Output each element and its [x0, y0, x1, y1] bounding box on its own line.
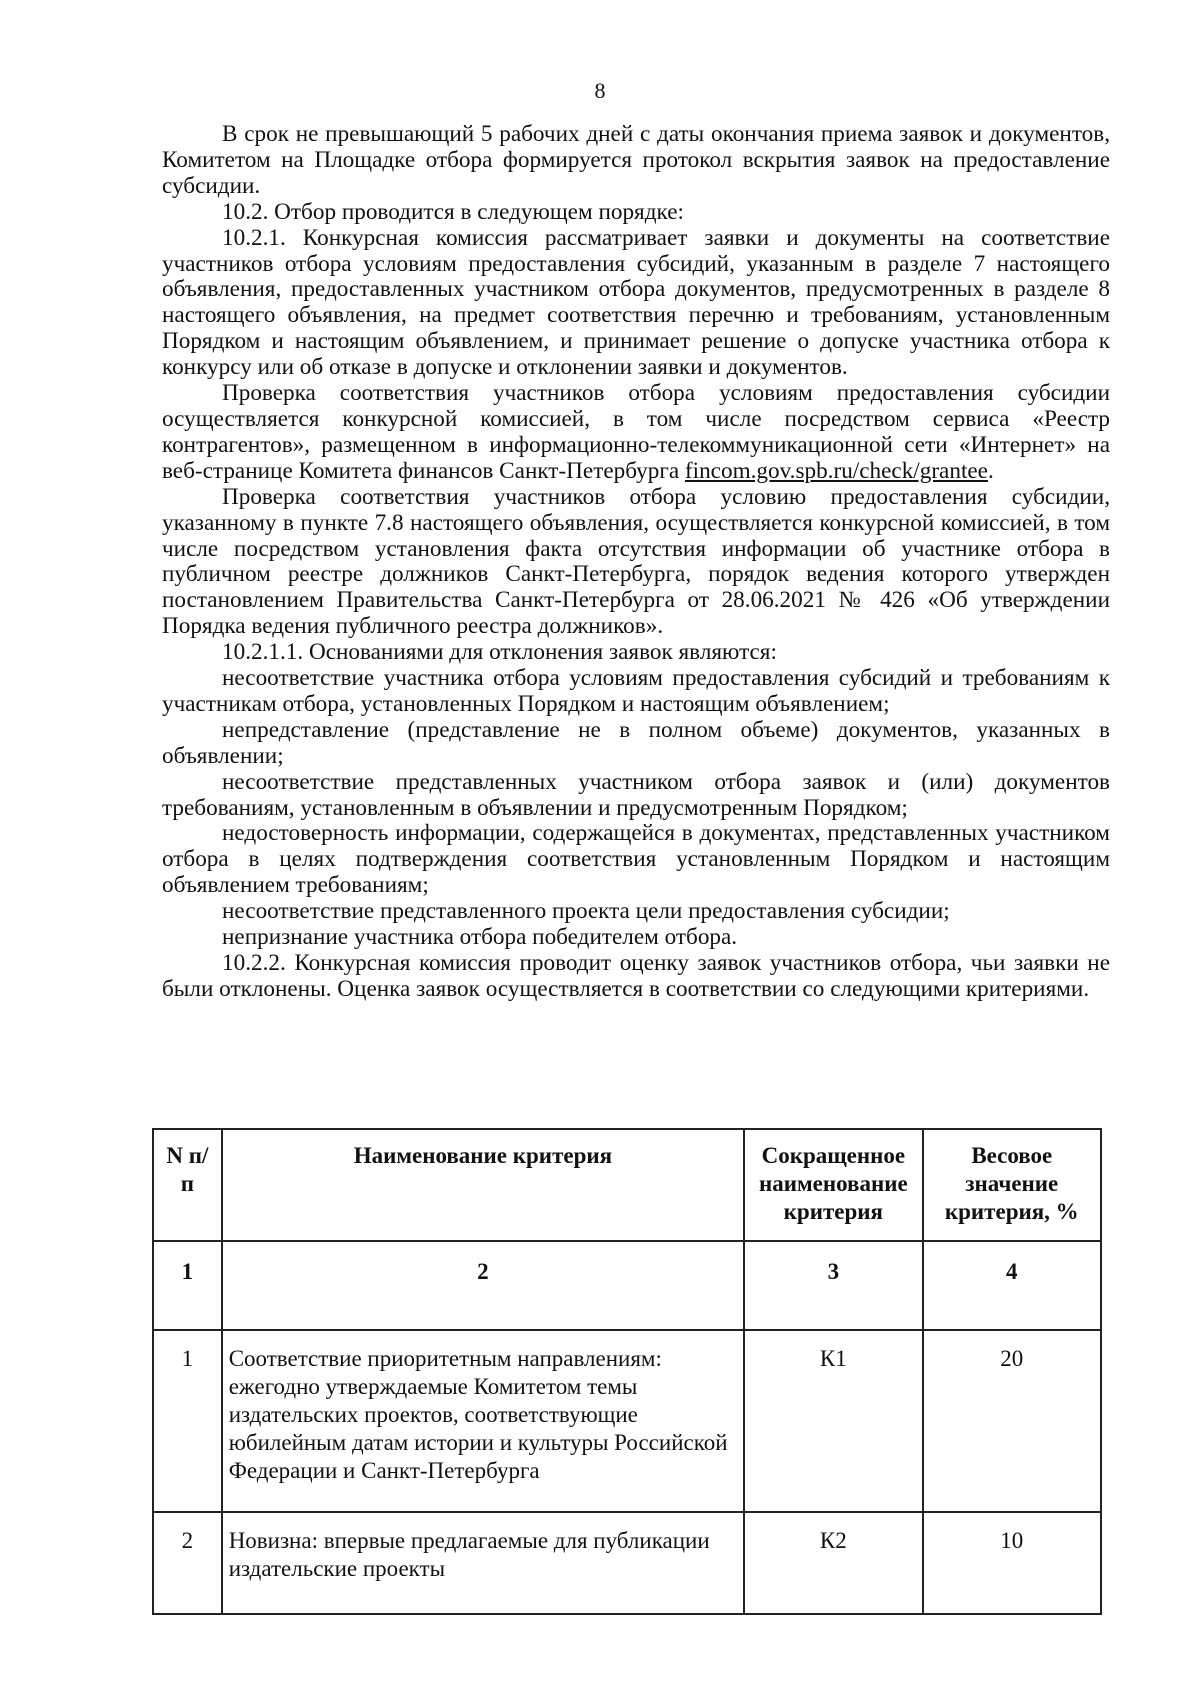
paragraph-text: Проверка соответствия участников отбора условиям предоставления субсидии осуществляется конкурсной комиссией, в том числе посредством сервиса «Реестр контрагентов», размещенном в информационно-телекоммуникационной сети «Интернет» на веб-странице Комитета финансов Санкт-Петербурга [162, 380, 1110, 484]
header-criterion-name: Наименование критерия [222, 1129, 744, 1241]
header-short-name: Сокращенное наименование критерия [744, 1129, 923, 1241]
rejection-ground: непризнание участника отбора победителем отбора. [222, 924, 738, 951]
registry-link[interactable]: fincom.gov.spb.ru/check/grantee [684, 457, 988, 484]
paragraph: 10.2. Отбор проводится в следующем порядке: [222, 198, 684, 225]
paragraph: 10.2.1. Конкурсная комиссия рассматривает заявки и документы на соответствие участников отбора условиям предоставления субсидий, указанным в разделе 7 настоящего объявления, предоставленных участником отбора документов, предусмотренных в разделе 8 настоящего объявления, на предмет соответствия перечню и требованиям, установленным Порядком и настоящим объявлением, и принимает решение о допуске участника отбора к конкурсу или об отказе в допуске и отклонении заявки и документов. [162, 224, 1110, 381]
header-number: N п/п [153, 1129, 222, 1241]
row-number: 2 [153, 1512, 222, 1614]
table-header-row [153, 1129, 1101, 1241]
criterion-weight: 20 [923, 1330, 1101, 1512]
paragraph: 10.2.1.1. Основаниями для отклонения заявок являются: [222, 639, 777, 666]
table-row [153, 1330, 1101, 1512]
paragraph: 10.2.2. Конкурсная комиссия проводит оценку заявок участников отбора, чьи заявки не были отклонены. Оценка заявок осуществляется в соответствии со следующими критериями. [162, 950, 1110, 1002]
paragraph-with-link [162, 381, 1110, 485]
table-row [153, 1512, 1101, 1614]
document-body [162, 122, 1110, 1003]
column-number: 2 [222, 1241, 744, 1330]
header-weight: Весовое значение критерия, % [923, 1129, 1101, 1241]
rejection-ground: несоответствие участника отбора условиям предоставления субсидий и требованиям к участникам отбора, установленных Порядком и настоящим объявлением; [162, 665, 1110, 717]
paragraph: Проверка соответствия участников отбора условию предоставления субсидии, указанному в пункте 7.8 настоящего объявления, осуществляется конкурсной комиссией, в том числе посредством установления факта отсутствия информации об участнике отбора в публичном реестре должников Санкт-Петербурга, порядок ведения которого утвержден постановлением Правительства Санкт-Петербурга от 28.06.2021 № 426 «Об утверждении Порядка ведения публичного реестра должников». [162, 483, 1110, 640]
paragraph: В срок не превышающий 5 рабочих дней с даты окончания приема заявок и документов, Комитетом на Площадке отбора формируется протокол вскрытия заявок на предоставление субсидии. [162, 121, 1110, 199]
row-number: 1 [153, 1330, 222, 1512]
column-number: 4 [923, 1241, 1101, 1330]
link-suffix: . [987, 457, 994, 484]
column-number: 1 [153, 1241, 222, 1330]
column-numbering-row [153, 1241, 1101, 1330]
rejection-ground: недостоверность информации, содержащейся в документах, представленных участником отбора в целях подтверждения соответствия установленным Порядком и настоящим объявлением требованиям; [162, 820, 1110, 899]
rejection-ground: непредставление (представление не в полном объеме) документов, указанных в объявлении; [162, 716, 1110, 769]
criterion-short-name: К1 [744, 1330, 923, 1512]
criterion-name: Соответствие приоритетным направлениям: ежегодно утверждаемые Комитетом темы издательских проектов, соответствующие юбилейным датам истории и культуры Российской Федерации и Санкт-Петербурга [222, 1330, 744, 1512]
rejection-ground: несоответствие представленных участником отбора заявок и (или) документов требованиям, установленным в объявлении и предусмотренным Порядком; [162, 768, 1110, 821]
criterion-name: Новизна: впервые предлагаемые для публикации издательские проекты [222, 1512, 744, 1614]
rejection-ground: несоответствие представленного проекта цели предоставления субсидии; [222, 898, 950, 925]
page-number: 8 [594, 78, 606, 103]
criteria-table [152, 1128, 1102, 1615]
criterion-short-name: К2 [744, 1512, 923, 1614]
criterion-weight: 10 [923, 1512, 1101, 1614]
column-number: 3 [744, 1241, 923, 1330]
